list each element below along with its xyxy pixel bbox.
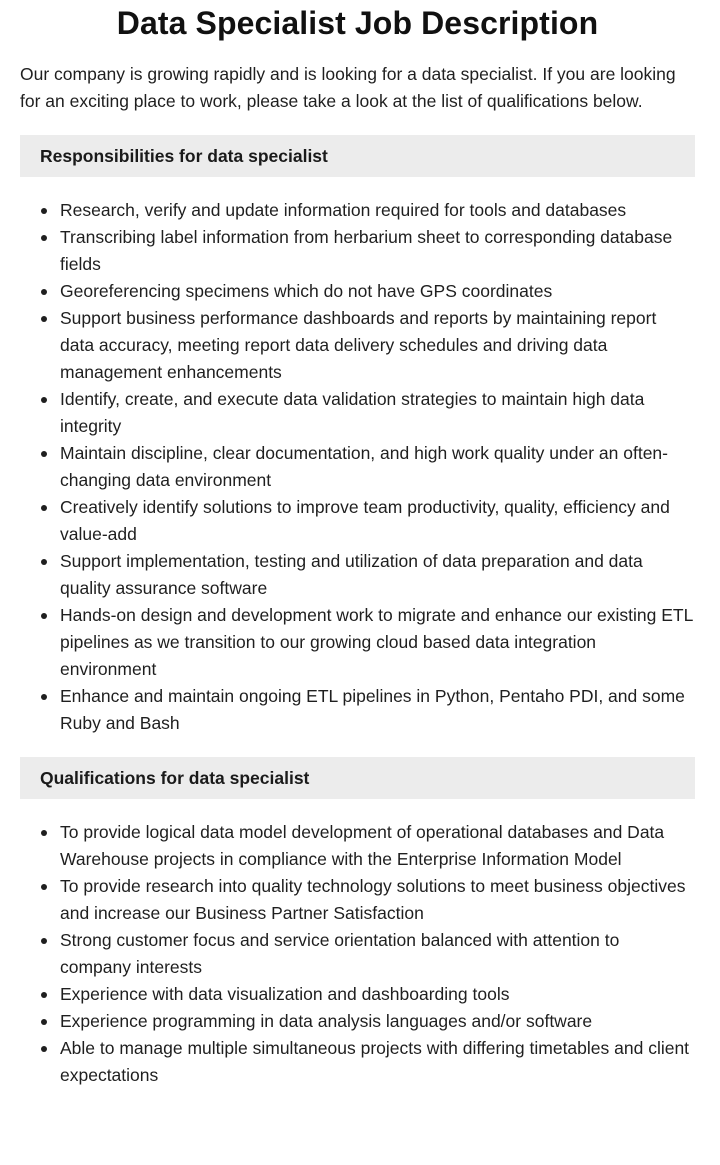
list-item-text: Research, verify and update information required for tools and databases [60, 200, 627, 220]
bullet-icon [41, 505, 47, 511]
list-item [20, 440, 695, 494]
list-item [20, 602, 695, 683]
bullet-icon [41, 451, 47, 457]
list-item [20, 548, 695, 602]
bullet-icon [41, 613, 47, 619]
bullet-icon [41, 208, 47, 214]
qualifications-heading: Qualifications for data specialist [20, 757, 695, 799]
list-item-text: Transcribing label information from herbarium sheet to corresponding database fields [60, 227, 673, 274]
list-item-text: Support implementation, testing and utilization of data preparation and data quality assurance software [60, 551, 643, 598]
bullet-icon [41, 1046, 47, 1052]
bullet-icon [41, 1019, 47, 1025]
list-item-text: To provide logical data model development of operational databases and Data Warehouse projects in compliance with the Enterprise Information Model [60, 822, 665, 869]
list-item-text: Identify, create, and execute data validation strategies to maintain high data integrity [60, 389, 645, 436]
list-item-text: To provide research into quality technology solutions to meet business objectives and increase our Business Partner Satisfaction [60, 876, 686, 923]
list-item-text: Experience programming in data analysis languages and/or software [60, 1011, 593, 1031]
responsibilities-heading: Responsibilities for data specialist [20, 135, 695, 177]
list-item-text: Georeferencing specimens which do not have GPS coordinates [60, 281, 553, 301]
list-item-text: Enhance and maintain ongoing ETL pipelines in Python, Pentaho PDI, and some Ruby and Bash [60, 686, 685, 733]
bullet-icon [41, 397, 47, 403]
list-item-text: Experience with data visualization and dashboarding tools [60, 984, 510, 1004]
list-item-text: Creatively identify solutions to improve team productivity, quality, efficiency and value-add [60, 497, 670, 544]
intro-paragraph: Our company is growing rapidly and is looking for a data specialist. If you are looking for an exciting place to work, please take a look at the list of qualifications below. [20, 64, 676, 111]
list-item [20, 927, 695, 981]
list-item [20, 981, 695, 1008]
list-item [20, 819, 695, 873]
list-item [20, 278, 695, 305]
list-item-text: Hands-on design and development work to migrate and enhance our existing ETL pipelines as we transition to our growing cloud based data integration environment [60, 605, 693, 679]
qualifications-list [20, 819, 695, 1089]
list-item [20, 386, 695, 440]
bullet-icon [41, 289, 47, 295]
bullet-icon [41, 884, 47, 890]
list-item-text: Support business performance dashboards and reports by maintaining report data accuracy, meeting report data delivery schedules and driving data management enhancements [60, 308, 657, 382]
bullet-icon [41, 235, 47, 241]
list-item-text: Maintain discipline, clear documentation, and high work quality under an often-changing data environment [60, 443, 668, 490]
bullet-icon [41, 992, 47, 998]
responsibilities-list [20, 197, 695, 737]
page-title: Data Specialist Job Description [116, 5, 599, 41]
bullet-icon [41, 559, 47, 565]
bullet-icon [41, 694, 47, 700]
list-item [20, 1035, 695, 1089]
list-item [20, 683, 695, 737]
list-item [20, 224, 695, 278]
list-item-text: Strong customer focus and service orientation balanced with attention to company interests [60, 930, 620, 977]
list-item-text: Able to manage multiple simultaneous projects with differing timetables and client expectations [60, 1038, 690, 1085]
bullet-icon [41, 830, 47, 836]
list-item [20, 873, 695, 927]
bullet-icon [41, 316, 47, 322]
bullet-icon [41, 938, 47, 944]
list-item [20, 305, 695, 386]
list-item [20, 1008, 695, 1035]
list-item [20, 494, 695, 548]
list-item [20, 197, 695, 224]
